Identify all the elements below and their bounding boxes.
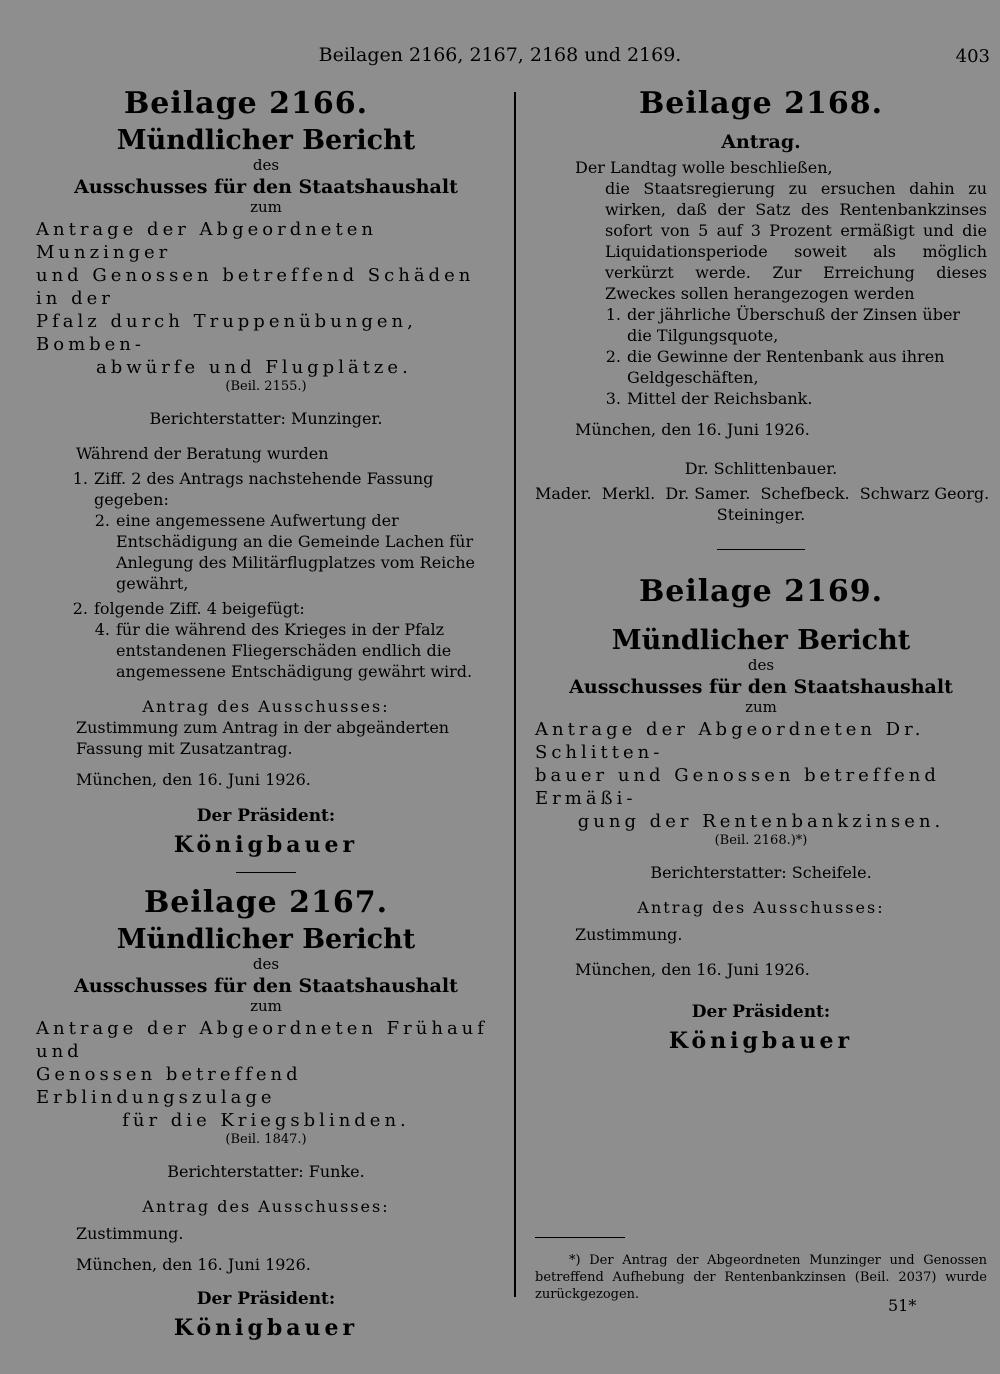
- item-text: Mittel der Reichsbank.: [627, 389, 813, 408]
- list-item: [535, 304, 987, 346]
- subject: [36, 218, 496, 379]
- subject-line: und Genossen betreffend Schäden in der: [36, 265, 475, 309]
- item-text: der jährliche Überschuß der Zinsen über die Tilgungsquote,: [627, 305, 961, 345]
- motion-text: Zustimmung.: [575, 925, 683, 944]
- zum-label: zum: [745, 698, 777, 716]
- item-text: eine angemessene Aufwertung der Entschädigung an die Gemeinde Lachen für Anlegung des Militärflugplatzes vom Reiche gewährt,: [116, 511, 476, 593]
- date-line: München, den 16. Juni 1926.: [575, 420, 810, 439]
- reporter: Berichterstatter: Munzinger.: [149, 409, 383, 428]
- reporter: Berichterstatter: Funke.: [167, 1162, 365, 1181]
- amendment-list: [36, 468, 496, 682]
- footnote-text: *) Der Antrag der Abgeordneten Munzinger und Genossen betreffend Aufhebung der Rentenbankzinsen (Beil. 2037) wurde zurückgezogen.: [535, 1253, 987, 1302]
- report-title: Mündlicher Bericht: [116, 924, 416, 955]
- president-signature: Königbauer: [173, 832, 359, 858]
- president-label: Der Präsident:: [196, 806, 336, 826]
- motion-label: Antrag des Ausschusses:: [142, 1197, 390, 1216]
- subject-line: Pfalz durch Truppenübungen, Bomben-: [36, 311, 417, 355]
- section-divider: [717, 549, 805, 550]
- intro-text: Während der Beratung wurden: [76, 444, 329, 463]
- report-title: Mündlicher Bericht: [116, 125, 416, 156]
- motion-label: Antrag des Ausschusses:: [142, 697, 390, 716]
- subject-line: für die Kriegsblinden.: [122, 1110, 410, 1131]
- motion-body: die Staatsregierung zu ersuchen dahin zu wirken, daß der Satz des Rentenbankzinses sofort von 5 auf 3 Prozent ermäßigt und die Liquidationsperiode soweit als möglich verkürzt werde. Zur Erreichung dieses Zweckes sollen herangezogen werden: [605, 179, 987, 303]
- funding-list: [535, 304, 987, 409]
- motion-text: Zustimmung.: [76, 1224, 184, 1243]
- beilage-2167: [36, 885, 496, 1341]
- co-signers-cont: Steininger.: [716, 505, 806, 524]
- page-header-title: Beilagen 2166, 2167, 2168 und 2169.: [318, 44, 682, 66]
- committee-name: Ausschusses für den Staatshaushalt: [74, 176, 458, 198]
- subject-line: abwürfe und Flugplätze.: [96, 357, 412, 378]
- beilage-2167-heading: Beilage 2167.: [143, 885, 389, 920]
- beilage-2166-heading: Beilage 2166.: [123, 86, 369, 121]
- des-label: des: [252, 156, 280, 174]
- sheet-signature-mark: 51*: [888, 1296, 917, 1315]
- committee-name: Ausschusses für den Staatshaushalt: [569, 676, 953, 698]
- beilage-2168-heading: Beilage 2168.: [638, 86, 884, 121]
- list-item: [36, 619, 496, 682]
- president-label: Der Präsident:: [691, 1002, 831, 1022]
- subject-line: Genossen betreffend Erblindungszulage: [36, 1064, 302, 1108]
- des-label: des: [252, 955, 280, 973]
- date-line: München, den 16. Juni 1926.: [76, 1255, 311, 1274]
- date-line: München, den 16. Juni 1926.: [575, 960, 810, 979]
- subject: [36, 1017, 496, 1132]
- list-item: [535, 388, 987, 409]
- item-number: 3.: [605, 389, 621, 408]
- president-label: Der Präsident:: [196, 1289, 336, 1309]
- beilage-2168: [535, 86, 990, 525]
- item-number: 2.: [94, 511, 110, 530]
- list-item: [535, 346, 987, 388]
- column-divider: [514, 92, 516, 1297]
- subject: [535, 718, 987, 833]
- motion-text: Zustimmung zum Antrag in der abgeänderten Fassung mit Zusatzantrag.: [76, 718, 450, 758]
- des-label: des: [747, 656, 775, 674]
- subject-line: Antrage der Abgeordneten Dr. Schlitten-: [535, 719, 925, 763]
- president-signature: Königbauer: [173, 1315, 359, 1341]
- reporter: Berichterstatter: Scheifele.: [650, 863, 872, 882]
- item-text: Ziff. 2 des Antrags nachstehende Fassung gegeben:: [94, 469, 434, 509]
- list-item: [36, 468, 496, 510]
- page-number: 403: [955, 46, 990, 67]
- item-number: 2.: [605, 347, 621, 366]
- beilage-2169: [535, 574, 987, 1054]
- antrag-title: Antrag.: [721, 131, 801, 153]
- item-text: folgende Ziff. 4 beigefügt:: [94, 599, 305, 618]
- item-number: 1.: [605, 305, 621, 324]
- report-title: Mündlicher Bericht: [611, 625, 911, 656]
- date-line: München, den 16. Juni 1926.: [76, 770, 311, 789]
- item-number: 1.: [72, 469, 88, 488]
- right-column: [535, 86, 990, 1054]
- list-item: [36, 598, 496, 619]
- item-text: für die während des Krieges in der Pfalz entstandenen Fliegerschäden endlich die angemessene Entschädigung gewährt wird.: [116, 620, 473, 681]
- beilage-2166: [36, 86, 496, 858]
- list-item: [36, 510, 496, 594]
- committee-name: Ausschusses für den Staatshaushalt: [74, 975, 458, 997]
- intro-text: Der Landtag wolle beschließen,: [575, 158, 833, 177]
- co-signers: Mader. Merkl. Dr. Samer. Schefbeck. Schwarz Georg.: [535, 484, 990, 503]
- item-text: die Gewinne der Rentenbank aus ihren Geldgeschäften,: [627, 347, 945, 387]
- reference: (Beil. 2168.)*): [714, 833, 808, 848]
- subject-line: gung der Rentenbankzinsen.: [577, 811, 945, 832]
- zum-label: zum: [250, 198, 282, 216]
- section-divider: [236, 872, 296, 873]
- zum-label: zum: [250, 997, 282, 1015]
- item-number: 2.: [72, 599, 88, 618]
- subject-line: bauer und Genossen betreffend Ermäßi-: [535, 765, 940, 809]
- subject-line: Antrage der Abgeordneten Frühauf und: [36, 1018, 488, 1062]
- subject-line: Antrage der Abgeordneten Munzinger: [36, 219, 377, 263]
- beilage-2169-heading: Beilage 2169.: [638, 574, 884, 609]
- president-signature: Königbauer: [668, 1028, 854, 1054]
- signer: Dr. Schlittenbauer.: [684, 459, 838, 478]
- reference: (Beil. 1847.): [225, 1132, 307, 1147]
- item-number: 4.: [94, 620, 110, 639]
- left-column: [36, 86, 496, 1341]
- motion-label: Antrag des Ausschusses:: [637, 898, 885, 917]
- footnote-rule: [535, 1237, 625, 1238]
- reference: (Beil. 2155.): [225, 379, 307, 394]
